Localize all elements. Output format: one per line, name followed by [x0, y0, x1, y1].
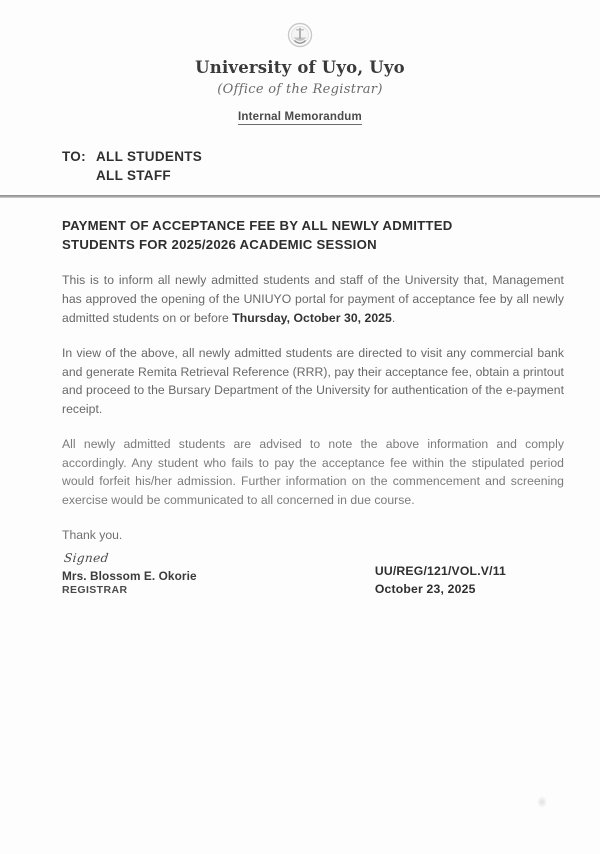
subject-line-2: STUDENTS FOR 2025/2026 ACADEMIC SESSION	[62, 236, 377, 252]
office-subtitle: (Office of the Registrar)	[217, 81, 383, 97]
signature-mark: Signed	[63, 551, 110, 566]
closing-line: Thank you.	[62, 528, 123, 543]
signatory-name: Mrs. Blossom E. Okorie	[62, 568, 197, 583]
memo-body	[0, 217, 600, 598]
paragraph-1-lead: This is to inform all newly admitted students and staff of the University that, Management has approved the opening of the UNIUYO portal for payment of acceptance fee by all newly admitted students on or before	[62, 273, 564, 325]
subject-line-1: PAYMENT OF ACCEPTANCE FEE BY ALL NEWLY ADMITTED	[62, 218, 453, 233]
to-label: TO:	[62, 148, 86, 164]
header-divider-rule	[0, 195, 600, 198]
addressee-block	[0, 147, 600, 186]
signature-block	[62, 549, 197, 597]
reference-number: UU/REG/121/VOL.V/11	[374, 564, 506, 579]
paragraph-2: In view of the above, all newly admitted students are directed to visit any commercial bank and generate Remita Retrieval Reference (RRR), pay their acceptance fee, obtain a printout and proceed to the Bursary Department of the University for authentication of the e-payment receipt.	[62, 346, 564, 416]
university-name: University of Uyo, Uyo	[195, 58, 405, 77]
addressee-line-2: ALL STAFF	[96, 168, 171, 184]
acceptance-deadline-date: Thursday, October 30, 2025	[232, 310, 392, 325]
memo-type-label: Internal Memorandum	[238, 110, 362, 123]
subject-heading	[62, 217, 564, 254]
reference-block	[375, 549, 564, 597]
university-crest-icon	[283, 20, 317, 54]
addressee-line-1: ALL STUDENTS	[96, 148, 203, 164]
scan-smudge-artifact	[537, 796, 547, 808]
paragraph-1-tail: .	[391, 310, 396, 325]
paragraph-3: All newly admitted students are advised to note the above information and comply accordingly. Any student who fails to pay the acceptance fee within the stipulated period would forfeit his/her admission. Further information on the commencement and screening exercise would be communicated to all concerned in due course.	[62, 437, 564, 507]
signature-reference-row	[62, 549, 564, 597]
paragraph-1	[62, 271, 564, 327]
letterhead	[0, 0, 600, 125]
signatory-title: REGISTRAR	[62, 584, 128, 596]
memo-date: October 23, 2025	[374, 581, 476, 596]
